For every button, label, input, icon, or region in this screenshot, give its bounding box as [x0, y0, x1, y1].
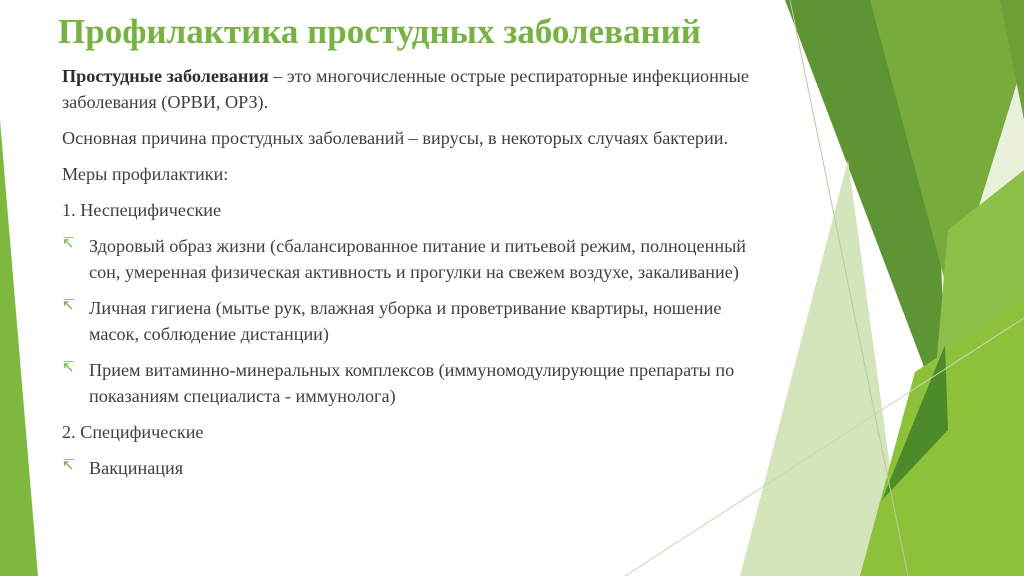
bullet-text: Здоровый образ жизни (сбалансированное питание и питьевой режим, полноценный сон, умеренная физическая активность и прогулки на свежем воздухе, закаливание)	[89, 236, 747, 282]
bullet-text: Личная гигиена (мытье рук, влажная уборка и проветривание квартиры, ношение масок, соблюдение дистанции)	[89, 298, 722, 344]
list-item	[62, 233, 762, 285]
measures-heading: Меры профилактики:	[62, 164, 229, 184]
bullet-arrow-icon: ↸	[62, 358, 75, 376]
section-nonspecific: 1. Неспецифические	[62, 200, 222, 220]
slide-title: Профилактика простудных заболеваний	[58, 12, 701, 51]
list-item	[62, 455, 762, 481]
section-specific: 2. Специфические	[62, 422, 204, 442]
cause-paragraph: Основная причина простудных заболеваний – вирусы, в некоторых случаях бактерии.	[62, 128, 729, 148]
intro-paragraph	[62, 63, 762, 115]
slide-body	[62, 63, 762, 491]
left-green-triangle	[0, 120, 38, 576]
bullet-text: Прием витаминно-минеральных комплексов (иммуномодулирующие препараты по показаниям специалиста - иммунолога)	[89, 360, 735, 406]
list-item	[62, 295, 762, 347]
bullet-text: Вакцинация	[89, 458, 184, 478]
bullet-arrow-icon: ↸	[62, 296, 75, 314]
bullet-arrow-icon: ↸	[62, 234, 75, 252]
bullet-arrow-icon: ↸	[62, 456, 75, 474]
intro-term: Простудные заболевания	[62, 66, 269, 86]
intro-definition: – это многочисленные острые респираторные инфекционные заболевания (ОРВИ, ОРЗ).	[62, 66, 749, 112]
list-item	[62, 357, 762, 409]
